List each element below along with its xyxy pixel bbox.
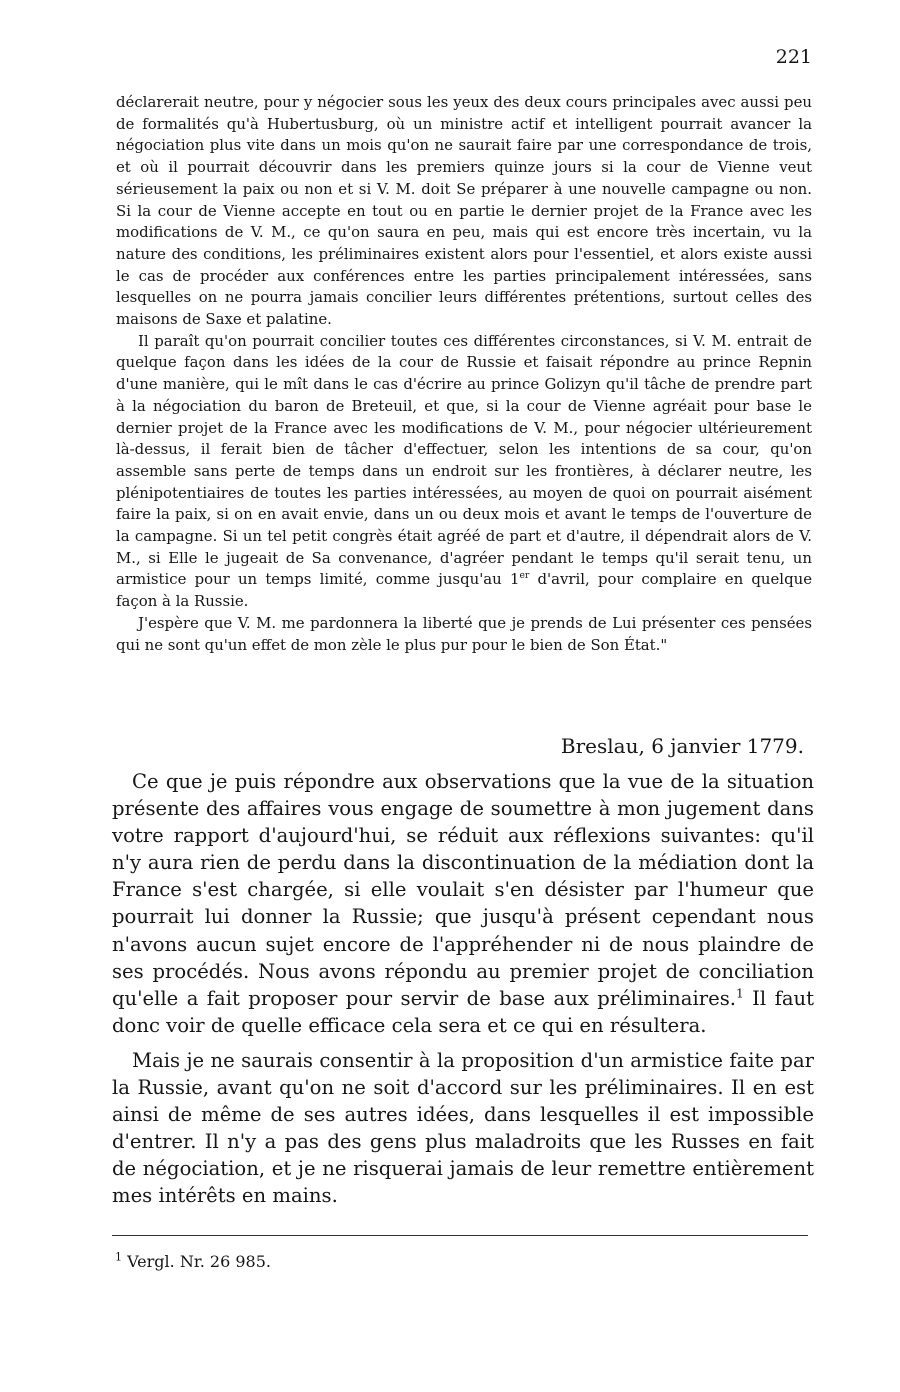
letter-excerpt <box>116 92 812 656</box>
reply-paragraph <box>112 768 814 1039</box>
dateline: Breslau, 6 janvier 1779. <box>560 734 804 758</box>
reply-text <box>112 768 814 1218</box>
footnote-divider <box>112 1235 808 1236</box>
ordinal-number: 1 <box>509 570 520 589</box>
footnote <box>115 1252 271 1271</box>
reply-paragraph-continuation: Il faut donc voir de quelle efficace cela sera et ce qui en résultera. <box>112 986 815 1037</box>
letter-paragraph: déclarerait neutre, pour y négocier sous les yeux des deux cours principales avec aussi peu de formalités qu'à Hubertusburg, où un ministre actif et intelligent pourrait avancer la négociation plus vite dans un mois qu'on ne saurait faire par une correspondance de trois, et où il pourrait découvrir dans les premiers quinze jours si la cour de Vienne veut sérieusement la paix ou non et si V. M. doit Se préparer à une nouvelle campagne ou non. Si la cour de Vienne accepte en tout ou en partie le dernier projet de la France avec les modifications de V. M., ce qu'on saura en peu, mais qui est encore très incertain, vu la nature des conditions, les préliminaires existent alors pour l'essentiel, et alors existe aussi le cas de procéder aux conférences entre les parties principalement intéressées, sans lesquelles on ne pourra jamais concilier leurs différentes prétentions, surtout celles des maisons de Saxe et palatine. <box>116 93 812 329</box>
reply-paragraph: Mais je ne saurais consentir à la proposition d'un armistice faite par la Russie, avant qu'on ne soit d'accord sur les préliminaires. Il en est ainsi de même de ses autres idées, dans lesquelles il est impossible d'entrer. Il n'y a pas des gens plus maladroits que les Russes en fait de négociation, et je ne risquerai jamais de leur remettre entièrement mes intérêts en mains. <box>112 1048 814 1208</box>
ordinal-suffix: er <box>519 570 530 582</box>
footnote-marker: 1 <box>115 1250 122 1264</box>
letter-paragraph-text: Il paraît qu'on pourrait concilier toutes ces différentes circonstances, si V. M. entrait de quelque façon dans les idées de la cour de Russie et faisait répondre au prince Repnin d'une manière, qui le mît dans le cas d'écrire au prince Golizyn qu'il tâche de prendre part à la négociation du baron de Breteuil, et que, si la cour de Vienne agréait pour base le dernier projet de la France avec les modifications de V. M., pour négocier ultérieurement là-dessus, il ferait bien de tâcher d'effectuer, selon les intentions de sa cour, qu'on assemble sans perte de temps dans un endroit sur les frontières, à déclarer neutre, les plénipotentiaires de toutes les parties intéressées, au moyen de quoi on pourrait aisément faire la paix, si on en avait envie, dans un ou deux mois et avant le temps de l'ouverture de la campagne. Si un tel petit congrès était agréé de part et d'autre, il dépendrait alors de V. M., si Elle le jugeait de Sa convenance, d'agréer pendant le temps qu'il serait tenu, un armistice pour un temps limité, comme jusqu'au <box>116 331 812 589</box>
letter-paragraph <box>116 331 812 613</box>
letter-paragraph-end: d'avril, pour complaire en quelque façon à la Russie. <box>116 570 812 611</box>
footnote-reference: 1 <box>736 986 744 1001</box>
page-number: 221 <box>775 46 812 68</box>
reply-paragraph-text: Ce que je puis répondre aux observations que la vue de la situation présente des affaires vous engage de soumettre à mon jugement dans votre rapport d'aujourd'hui, se réduit aux réflexions suivantes: qu'il n'y aura rien de perdu dans la discontinuation de la médiation dont la France s'est chargée, si elle voulait s'en désister par l'humeur que pourrait lui donner la Russie; que jusqu'à présent cependant nous n'avons aucun sujet encore de l'appréhender ni de nous plaindre de ses procédés. Nous avons répondu au premier projet de conciliation qu'elle a fait proposer pour servir de base aux préliminaires. <box>112 770 814 1010</box>
footnote-text: Vergl. Nr. 26 985. <box>127 1252 271 1271</box>
letter-paragraph: J'espère que V. M. me pardonnera la liberté que je prends de Lui présenter ces pensées qui ne sont qu'un effet de mon zèle le plus pur pour le bien de Son État." <box>116 613 812 654</box>
